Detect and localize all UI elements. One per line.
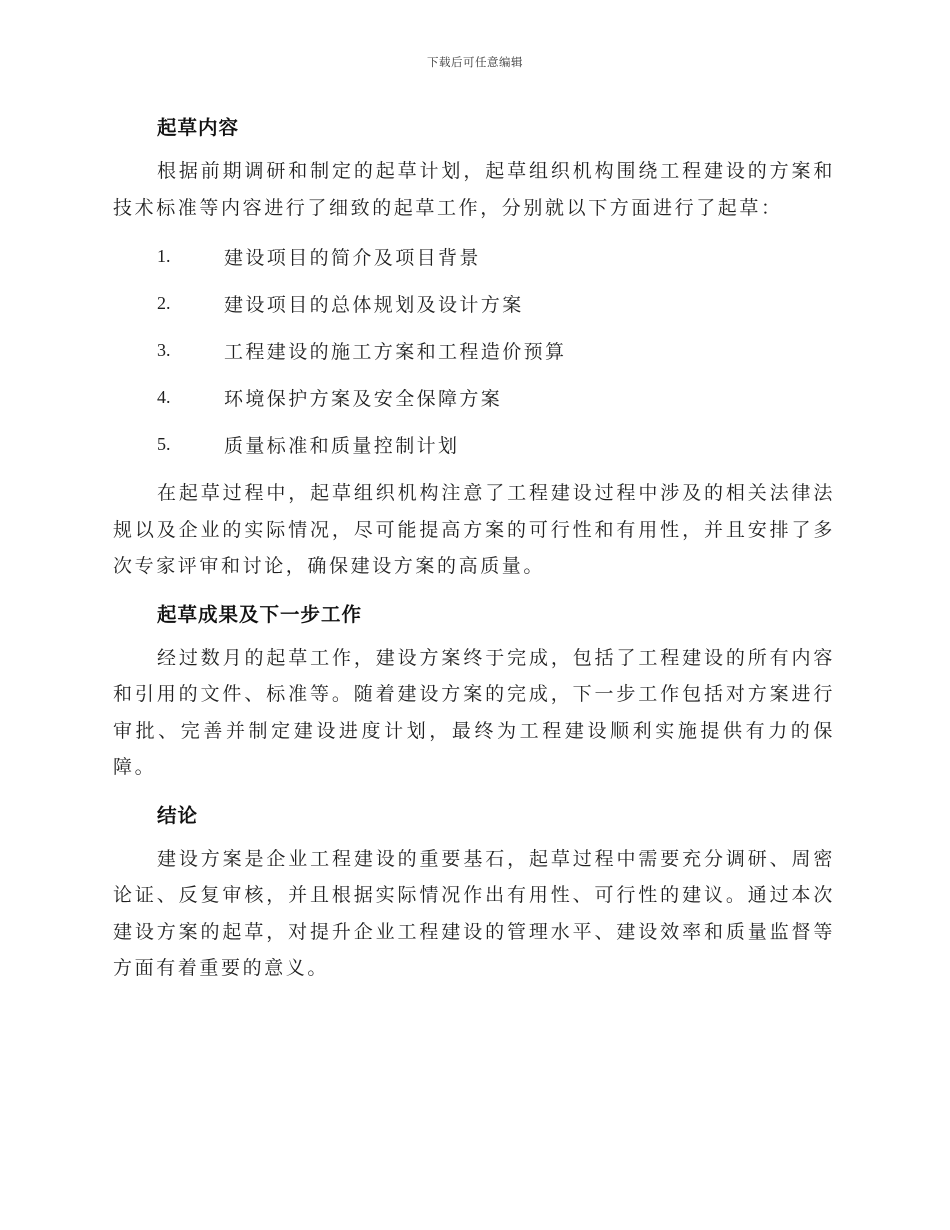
results-paragraph: 经过数月的起草工作，建设方案终于完成，包括了工程建设的所有内容和引用的文件、标准等。随着建设方案的完成，下一步工作包括对方案进行审批、完善并制定建设进度计划，最终为工程建设顺利实施提供有力的保障。	[113, 646, 835, 778]
header-note: 下载后可任意编辑	[427, 55, 523, 69]
section-heading-conclusion: 结论	[157, 803, 199, 827]
list-item	[113, 327, 835, 374]
document-body	[113, 110, 835, 987]
conclusion-paragraph: 建设方案是企业工程建设的重要基石，起草过程中需要充分调研、周密论证、反复审核，并且根据实际情况作出有用性、可行性的建议。通过本次建设方案的起草，对提升企业工程建设的管理水平、建设效率和质量监督等方面有着重要的意义。	[113, 847, 835, 979]
list-item-number: 4.	[157, 387, 171, 407]
drafting-process-paragraph: 在起草过程中，起草组织机构注意了工程建设过程中涉及的相关法律法规以及企业的实际情况，尽可能提高方案的可行性和有用性，并且安排了多次专家评审和讨论，确保建设方案的高质量。	[113, 482, 835, 577]
list-item-text: 建设项目的总体规划及设计方案	[224, 294, 524, 316]
list-item-text: 工程建设的施工方案和工程造价预算	[224, 341, 567, 363]
section-heading-results: 起草成果及下一步工作	[157, 602, 363, 626]
drafting-items-list	[113, 233, 835, 468]
list-item-text: 质量标准和质量控制计划	[224, 435, 460, 457]
list-item-text: 建设项目的简介及项目背景	[224, 247, 481, 269]
list-item	[113, 280, 835, 327]
list-item-number: 2.	[157, 293, 171, 313]
list-item	[113, 374, 835, 421]
list-item-number: 1.	[157, 246, 171, 266]
list-item-number: 3.	[157, 340, 171, 360]
section-heading-drafting: 起草内容	[157, 116, 240, 139]
drafting-intro-paragraph: 根据前期调研和制定的起草计划，起草组织机构围绕工程建设的方案和技术标准等内容进行了细致的起草工作，分别就以下方面进行了起草：	[113, 160, 835, 219]
list-item-number: 5.	[157, 434, 171, 454]
list-item	[113, 233, 835, 280]
list-item	[113, 421, 835, 468]
list-item-text: 环境保护方案及安全保障方案	[224, 388, 503, 410]
